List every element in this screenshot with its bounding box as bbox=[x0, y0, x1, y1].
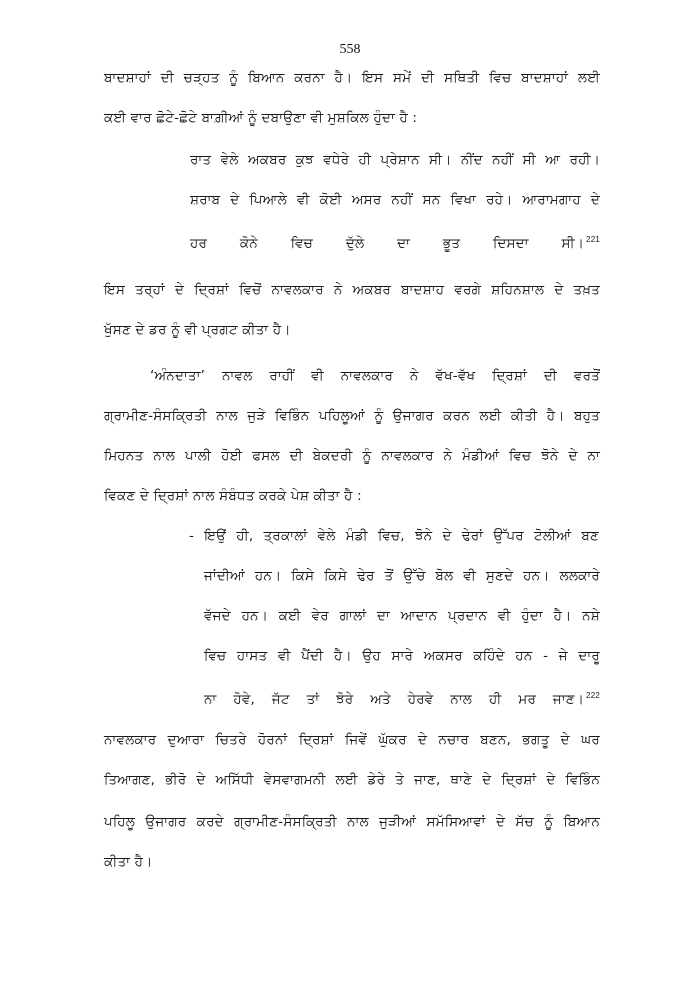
quote-line: ਰਾਤ ਵੇਲੇ ਅਕਬਰ ਕੁਝ ਵਧੇਰੇ ਹੀ ਪ੍ਰੇਸ਼ਾਨ ਸੀ। ਨੀਂਦ ਨਹੀਂ ਸੀ ਆ ਰਹੀ। bbox=[190, 152, 600, 168]
footnote-marker: 222 bbox=[586, 691, 600, 700]
text-line: ਗ੍ਰਾਮੀਣ-ਸੰਸਕ੍ਰਿਤੀ ਨਾਲ ਜੁੜੇ ਵਿਭਿੰਨ ਪਹਿਲੂਆਂ ਨੂੰ ਉਜਾਗਰ ਕਰਨ ਲਈ ਕੀਤੀ ਹੈ। ਬਹੁਤ bbox=[104, 408, 600, 424]
quote-line: ਵੱਜਦੇ ਹਨ। ਕਈ ਵੇਰ ਗਾਲਾਂ ਦਾ ਆਦਾਨ ਪ੍ਰਦਾਨ ਵੀ ਹੁੰਦਾ ਹੈ। ਨਸ਼ੇ bbox=[204, 608, 600, 624]
quote-line: ਸ਼ਰਾਬ ਦੇ ਪਿਆਲੇ ਵੀ ਕੋਈ ਅਸਰ ਨਹੀਂ ਸਨ ਵਿਖਾ ਰਹੇ। ਆਰਾਮਗਾਹ ਦੇ bbox=[190, 192, 600, 208]
text-line: ਮਿਹਨਤ ਨਾਲ ਪਾਲੀ ਹੋਈ ਫਸਲ ਦੀ ਬੇਕਦਰੀ ਨੂੰ ਨਾਵਲਕਾਰ ਨੇ ਮੰਡੀਆਂ ਵਿਚ ਝੋਨੇ ਦੇ ਨਾ bbox=[104, 448, 600, 464]
text-line: ਪਹਿਲੂ ਉਜਾਗਰ ਕਰਦੇ ਗ੍ਰਾਮੀਣ-ਸੰਸਕ੍ਰਿਤੀ ਨਾਲ ਜੁੜੀਆਂ ਸਮੱਸਿਆਵਾਂ ਦੇ ਸੱਚ ਨੂੰ ਬਿਆਨ bbox=[104, 814, 600, 830]
quote-line: ਵਿਚ ਹਾਸਤ ਵੀ ਪੈਂਦੀ ਹੈ। ਉਹ ਸਾਰੇ ਅਕਸਰ ਕਹਿੰਦੇ ਹਨ - ਜੇ ਦਾਰੂ bbox=[204, 648, 600, 664]
text-line: ‘ਅੰਨਦਾਤਾ’ ਨਾਵਲ ਰਾਹੀਂ ਵੀ ਨਾਵਲਕਾਰ ਨੇ ਵੱਖ-ਵੱਖ ਦ੍ਰਿਸ਼ਾਂ ਦੀ ਵਰਤੋਂ bbox=[150, 368, 600, 384]
quote-line: - ਇਉਂ ਹੀ, ਤ੍ਰਕਾਲਾਂ ਵੇਲੇ ਮੰਡੀ ਵਿਚ, ਝੋਨੇ ਦੇ ਢੇਰਾਂ ਉੱਪਰ ਟੋਲੀਆਂ ਬਣ bbox=[189, 528, 599, 544]
quote-text: ਹਰ ਕੋਨੇ ਵਿਚ ਦੁੱਲੇ ਦਾ ਭੂਤ ਦਿਸਦਾ ਸੀ। bbox=[190, 235, 585, 252]
text-line: ਬਾਦਸ਼ਾਹਾਂ ਦੀ ਚੜ੍ਹਤ ਨੂੰ ਬਿਆਨ ਕਰਨਾ ਹੈ। ਇਸ ਸਮੇਂ ਦੀ ਸਥਿਤੀ ਵਿਚ ਬਾਦਸ਼ਾਹਾਂ ਲਈ bbox=[104, 70, 600, 86]
text-line: ਤਿਆਗਣ, ਭੀਰੋ ਦੇ ਅਸਿੱਧੀ ਵੇਸਵਾਗਮਨੀ ਲਈ ਡੇਰੇ ਤੇ ਜਾਣ, ਥਾਣੇ ਦੇ ਦ੍ਰਿਸ਼ਾਂ ਦੇ ਵਿਭਿੰਨ bbox=[104, 772, 600, 788]
quote-line bbox=[204, 686, 600, 710]
text-line: ਨਾਵਲਕਾਰ ਦੁਆਰਾ ਚਿਤਰੇ ਹੋਰਨਾਂ ਦ੍ਰਿਸ਼ਾਂ ਜਿਵੇਂ ਘੁੱਕਰ ਦੇ ਨਚਾਰ ਬਣਨ, ਭਗਤੂ ਦੇ ਘਰ bbox=[104, 732, 600, 748]
text-line: ਖੁੱਸਣ ਦੇ ਡਰ ਨੂੰ ਵੀ ਪ੍ਰਗਟ ਕੀਤਾ ਹੈ। bbox=[104, 322, 291, 338]
page-number: 558 bbox=[339, 42, 361, 57]
quote-text: ਨਾ ਹੋਵੇ, ਜੱਟ ਤਾਂ ਝੋਰੇ ਅਤੇ ਹੇਰਵੇ ਨਾਲ ਹੀ ਮਰ ਜਾਣ। bbox=[204, 691, 585, 708]
text-line: ਕੀਤਾ ਹੈ। bbox=[104, 854, 153, 870]
footnote-marker: 221 bbox=[586, 235, 600, 244]
text-line: ਕਈ ਵਾਰ ਛੋਟੇ-ਛੋਟੇ ਬਾਗ਼ੀਆਂ ਨੂੰ ਦਬਾਉਣਾ ਵੀ ਮੁਸ਼ਕਿਲ ਹੁੰਦਾ ਹੈ : bbox=[104, 110, 418, 126]
text-line: ਇਸ ਤਰ੍ਹਾਂ ਦੇ ਦ੍ਰਿਸ਼ਾਂ ਵਿਚੋਂ ਨਾਵਲਕਾਰ ਨੇ ਅਕਬਰ ਬਾਦਸ਼ਾਹ ਵਰਗੇ ਸ਼ਹਿਨਸ਼ਾਲ ਦੇ ਤਖ਼ਤ bbox=[104, 282, 600, 298]
quote-line: ਜਾਂਦੀਆਂ ਹਨ। ਕਿਸੇ ਕਿਸੇ ਢੇਰ ਤੋਂ ਉੱਚੇ ਬੋਲ ਵੀ ਸੁਣਦੇ ਹਨ। ਲਲਕਾਰੇ bbox=[204, 568, 600, 584]
quote-line bbox=[190, 230, 600, 254]
text-line: ਵਿਕਣ ਦੇ ਦ੍ਰਿਸ਼ਾਂ ਨਾਲ ਸੰਬੰਧਤ ਕਰਕੇ ਪੇਸ਼ ਕੀਤਾ ਹੈ : bbox=[104, 488, 362, 504]
